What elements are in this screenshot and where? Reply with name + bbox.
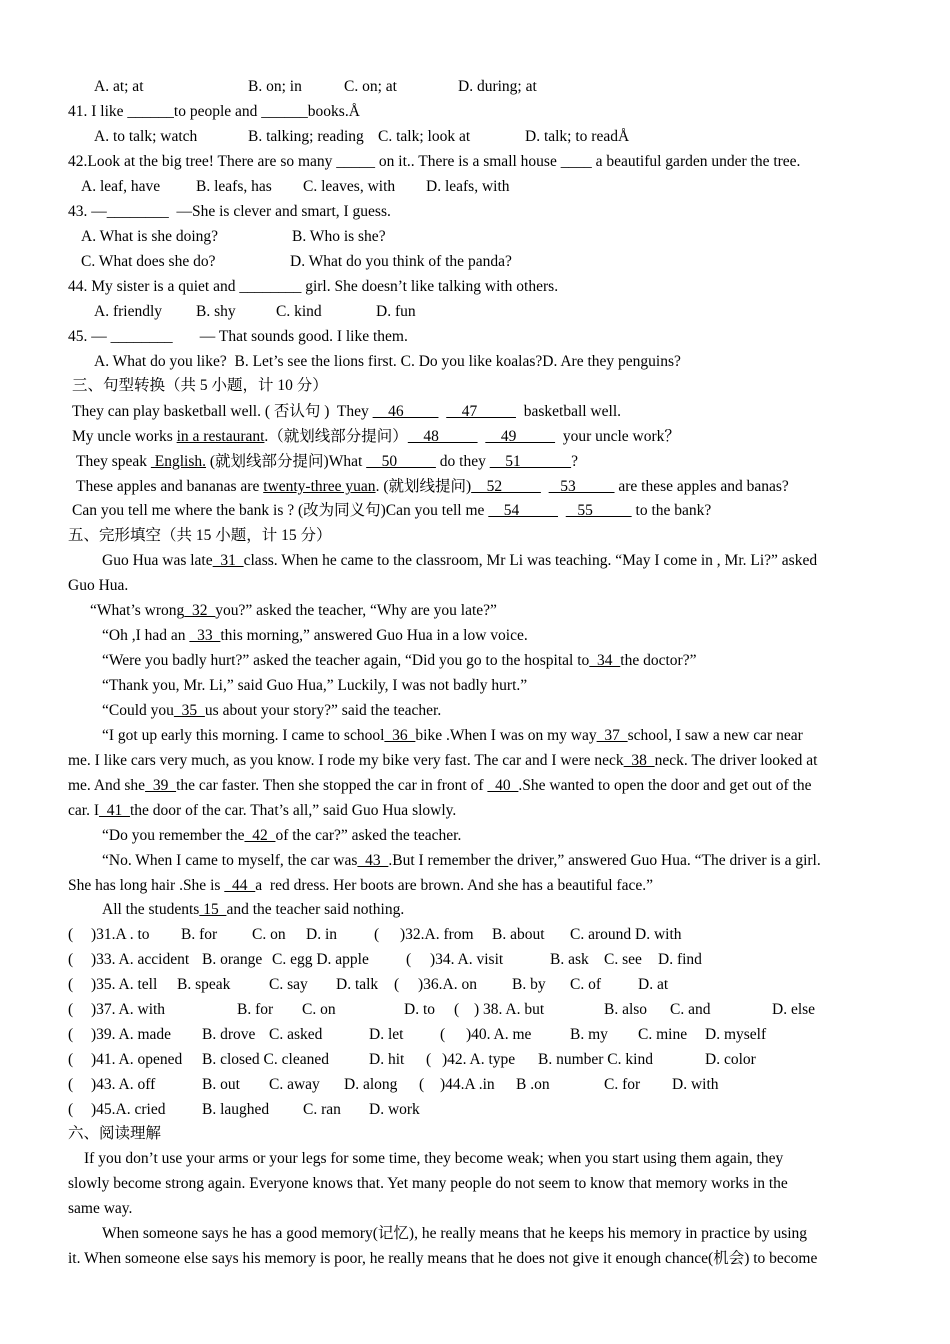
q40-option-c: C. on; at (344, 78, 397, 95)
choice-38-c: C. and (670, 1001, 711, 1018)
blank-40[interactable]: 40 (487, 777, 519, 794)
q42-stem: 42.Look at the big tree! There are so many _____ on it.. There is a small house ____ a beautiful garden under the tree. (68, 153, 801, 170)
blank-38[interactable]: 38 (623, 752, 655, 769)
choice-45-a: )45.A. cried (91, 1101, 166, 1118)
transform-sentence-3 (76, 452, 578, 472)
text: She has long hair .She is (68, 877, 225, 894)
text: the door of the car. That’s all,” said Guo Hua slowly. (129, 802, 457, 819)
answer-paren[interactable]: ( (419, 1076, 425, 1093)
choice-41-bc: B. closed C. cleaned (202, 1051, 329, 1068)
choice-34-a: )34. A. visit (430, 951, 504, 968)
blank-53[interactable]: 53 (548, 478, 615, 495)
choice-33-a: )33. A. accident (91, 951, 190, 968)
text: “Were you badly hurt?” asked the teacher again, “Did you go to the hospital to (102, 652, 590, 669)
text: bike .When I was on my way (415, 727, 597, 744)
q40-option-b: B. on; in (248, 78, 302, 95)
q44-option-b: B. shy (196, 303, 236, 320)
q44-option-d: D. fun (376, 303, 416, 320)
cloze-paragraph-7-line-3 (68, 776, 812, 796)
choice-43-c: C. away (269, 1076, 320, 1093)
answer-paren[interactable]: ( (68, 1101, 74, 1118)
choice-37-b: B. for (237, 1001, 274, 1018)
blank-44[interactable]: 44 (224, 877, 256, 894)
answer-paren[interactable]: ( (394, 976, 400, 993)
q40-option-d: D. during; at (458, 78, 537, 95)
blank-35[interactable]: 35 (173, 702, 205, 719)
blank-32[interactable]: 32 (184, 602, 216, 619)
q41-option-b: B. talking; reading (248, 128, 364, 145)
choice-36-a: )36.A. on (418, 976, 477, 993)
choice-31-d: D. in (306, 926, 337, 943)
text: school, I saw a new car near (627, 727, 803, 744)
blank-45[interactable]: 15 (199, 901, 227, 918)
answer-paren[interactable]: ( (454, 1001, 460, 1018)
cloze-paragraph-9-line-2 (68, 876, 653, 896)
text: “I got up early this morning. I came to school (102, 727, 385, 744)
choice-40-c: C. mine (638, 1026, 688, 1043)
transform-sentence-2 (72, 427, 680, 447)
cloze-paragraph-9-line-1 (102, 851, 821, 871)
blank-55[interactable]: 55 (565, 502, 632, 519)
transform-sentence-5 (72, 501, 711, 521)
choice-34-b: B. ask (550, 951, 589, 968)
q42-option-c: C. leaves, with (303, 178, 396, 195)
text: (就划线部分提问)What (206, 453, 367, 470)
q40-option-a: A. at; at (94, 78, 144, 95)
q43-option-d: D. What do you think of the panda? (290, 253, 512, 270)
answer-paren[interactable]: ( (68, 926, 74, 943)
text: do they (435, 453, 490, 470)
q45-options: A. What do you like? B. Let’s see the lions first. C. Do you like koalas?D. Are they penguins? (94, 353, 681, 370)
choice-39-d: D. let (369, 1026, 404, 1043)
section3-title: 三、句型转换（共 5 小题，计 10 分） (72, 377, 328, 394)
text: They speak (76, 453, 151, 470)
q42-option-b: B. leafs, has (196, 178, 272, 195)
answer-paren[interactable]: ( (68, 1051, 74, 1068)
text: “Do you remember the (102, 827, 245, 844)
choice-32-cd: C. around D. with (570, 926, 682, 943)
underlined-phrase: English. (150, 453, 207, 470)
underlined-phrase: twenty-three yuan (263, 478, 376, 495)
q41-option-d: D. talk; to readÅ (525, 128, 630, 145)
cloze-paragraph-10 (102, 900, 404, 920)
choice-44-d: D. with (672, 1076, 719, 1093)
choice-31-a: )31.A . to (91, 926, 150, 943)
answer-paren[interactable]: ( (68, 951, 74, 968)
choice-38-b: B. also (604, 1001, 648, 1018)
cloze-paragraph-5: “Thank you, Mr. Li,” said Guo Hua,” Luckily, I was not badly hurt.” (102, 677, 528, 694)
text: .She wanted to open the door and get out of the (518, 777, 812, 794)
choice-35-d: D. talk (336, 976, 379, 993)
text: “No. When I came to myself, the car was (102, 852, 358, 869)
text: class. When he came to the classroom, Mr Li was teaching. “May I come in , Mr. Li?” asked (243, 552, 818, 569)
q41-stem: 41. I like ______to people and ______books.Å (68, 103, 360, 120)
text: and the teacher said nothing. (226, 901, 405, 918)
text: neck. The driver looked at (654, 752, 818, 769)
choice-42-d: D. color (705, 1051, 756, 1068)
text (541, 478, 549, 495)
text: “Could you (102, 702, 174, 719)
cloze-paragraph-4 (102, 651, 696, 671)
answer-paren[interactable]: ( (68, 1076, 74, 1093)
text: car. I (68, 802, 99, 819)
choice-45-c: C. ran (303, 1101, 341, 1118)
reading-line-4: When someone says he has a good memory(记忆), he really means that he keeps his memory in practice by using (102, 1225, 808, 1242)
choice-45-b: B. laughed (202, 1101, 270, 1118)
text: the doctor?” (620, 652, 697, 669)
reading-line-2: slowly become strong again. Everyone knows that. Yet many people do not seem to know that memory works in the (68, 1175, 788, 1192)
q44-option-c: C. kind (276, 303, 322, 320)
cloze-paragraph-8 (102, 826, 461, 846)
cloze-paragraph-7-line-1 (102, 726, 803, 746)
choice-41-d: D. hit (369, 1051, 405, 1068)
choice-31-b: B. for (181, 926, 218, 943)
text: .But I remember the driver,” answered Guo Hua. “The driver is a girl. (388, 852, 821, 869)
q43-option-a: A. What is she doing? (81, 228, 219, 245)
answer-paren[interactable]: ( (68, 976, 74, 993)
blank-41[interactable]: 41 (98, 802, 130, 819)
text: us about your story?” said the teacher. (204, 702, 442, 719)
q43-option-b: B. Who is she? (292, 228, 386, 245)
text: a red dress. Her boots are brown. And she has a beautiful face.” (255, 877, 653, 894)
section5-title: 五、完形填空（共 15 小题，计 15 分） (68, 527, 332, 544)
q45-stem: 45. — ________ — That sounds good. I like them. (68, 328, 408, 345)
choice-43-d: D. along (344, 1076, 398, 1093)
q41-option-a: A. to talk; watch (94, 128, 198, 145)
choice-38-d: D. else (772, 1001, 816, 1018)
answer-paren[interactable]: ( (406, 951, 412, 968)
text: this morning,” answered Guo Hua in a low voice. (220, 627, 528, 644)
text: “What’s wrong (90, 602, 185, 619)
answer-paren[interactable]: ( (374, 926, 380, 943)
blank-43[interactable]: 43 (357, 852, 389, 869)
choice-35-b: B. speak (177, 976, 231, 993)
choice-32-b: B. about (492, 926, 545, 943)
reading-line-1: If you don’t use your arms or your legs for some time, they become weak; when you start using them again, they (84, 1150, 784, 1167)
blank-33[interactable]: 33 (189, 627, 221, 644)
choice-35-c: C. say (269, 976, 308, 993)
cloze-paragraph-7-line-2 (68, 751, 817, 771)
choice-34-d: D. find (658, 951, 702, 968)
q43-stem: 43. —________ —She is clever and smart, I guess. (68, 203, 391, 220)
choice-32-a: )32.A. from (400, 926, 474, 943)
choice-42-bc: B. number C. kind (538, 1051, 653, 1068)
choice-37-d: D. to (404, 1001, 435, 1018)
cloze-paragraph-2 (90, 601, 497, 621)
choice-44-a: )44.A .in (440, 1076, 495, 1093)
choice-34-c: C. see (604, 951, 642, 968)
cloze-paragraph-1-line-1 (102, 551, 817, 571)
choice-37-a: )37. A. with (91, 1001, 166, 1018)
text: to the bank? (631, 502, 712, 519)
q42-option-d: D. leafs, with (426, 178, 510, 195)
choice-41-a: )41. A. opened (91, 1051, 183, 1068)
text: My uncle works (72, 428, 177, 445)
q42-option-a: A. leaf, have (81, 178, 161, 195)
q44-option-a: A. friendly (94, 303, 163, 320)
section6-title: 六、阅读理解 (68, 1125, 162, 1142)
q41-option-c: C. talk; look at (378, 128, 471, 145)
blank-37[interactable]: 37 (596, 727, 628, 744)
text: basketball well. (515, 403, 621, 420)
choice-39-b: B. drove (202, 1026, 256, 1043)
blank-49[interactable]: 49 (485, 428, 556, 445)
blank-39[interactable]: 39 (145, 777, 177, 794)
choice-35-a: )35. A. tell (91, 976, 158, 993)
blank-48[interactable]: 48 (407, 428, 478, 445)
q44-stem: 44. My sister is a quiet and ________ girl. She doesn’t like talking with others. (68, 278, 559, 295)
choice-43-b: B. out (202, 1076, 240, 1093)
text: you?” asked the teacher, “Why are you late?” (215, 602, 497, 619)
choice-45-d: D. work (369, 1101, 420, 1118)
choice-44-c: C. for (604, 1076, 641, 1093)
text: These apples and bananas are (76, 478, 264, 495)
text: me. I like cars very much, as you know. I rode my bike very fast. The car and I were neck (68, 752, 624, 769)
cloze-paragraph-3 (102, 626, 528, 646)
blank-52[interactable]: 52 (471, 478, 541, 495)
text: . (就划线提问) (375, 478, 472, 495)
choice-33-b: B. orange (202, 951, 263, 968)
choice-40-a: )40. A. me (466, 1026, 532, 1043)
text: “Oh ,I had an (102, 627, 190, 644)
choice-40-d: D. myself (705, 1026, 767, 1043)
reading-line-3: same way. (68, 1200, 133, 1217)
reading-line-5: it. When someone else says his memory is poor, he really means that he does not give it enough chance(机会) to become (68, 1250, 818, 1267)
text: me. And she (68, 777, 146, 794)
blank-34[interactable]: 34 (589, 652, 621, 669)
answer-paren[interactable]: ( (426, 1051, 432, 1068)
text: They can play basketball well. ( 否认句 ) They (72, 403, 373, 420)
choice-31-c: C. on (252, 926, 286, 943)
blank-42[interactable]: 42 (244, 827, 276, 844)
cloze-paragraph-6 (102, 701, 441, 721)
answer-paren[interactable]: ( (68, 1001, 74, 1018)
blank-46[interactable]: 46 (372, 403, 439, 420)
text: of the car?” asked the teacher. (275, 827, 462, 844)
text: All the students (102, 901, 200, 918)
text: the car faster. Then she stopped the car in front of (176, 777, 488, 794)
choice-40-b: B. my (570, 1026, 608, 1043)
choice-39-c: C. asked (269, 1026, 323, 1043)
cloze-paragraph-1-line-2: Guo Hua. (68, 577, 129, 594)
answer-paren[interactable]: ( (68, 1026, 74, 1043)
cloze-paragraph-7-line-4 (68, 801, 456, 821)
blank-47[interactable]: 47 (446, 403, 516, 420)
blank-36[interactable]: 36 (384, 727, 416, 744)
choice-39-a: )39. A. made (91, 1026, 172, 1043)
text: are these apples and banas? (614, 478, 789, 495)
blank-51[interactable]: 51 (489, 453, 572, 470)
choice-36-c: C. of (570, 976, 601, 993)
answer-paren[interactable]: ( (440, 1026, 446, 1043)
blank-54[interactable]: 54 (488, 502, 559, 519)
text: ? (571, 453, 578, 470)
choice-36-b: B. by (512, 976, 546, 993)
text (558, 502, 566, 519)
choice-37-c: C. on (302, 1001, 336, 1018)
blank-31[interactable]: 31 (212, 552, 244, 569)
text: .（就划线部分提问） (264, 428, 408, 445)
transform-sentence-1 (72, 402, 621, 422)
choice-36-d: D. at (638, 976, 669, 993)
underlined-phrase: in a restaurant (176, 428, 265, 445)
choice-33-cd: C. egg D. apple (272, 951, 369, 968)
choice-38-a: ) 38. A. but (474, 1001, 545, 1018)
text: Can you tell me where the bank is ? (改为同义句)Can you tell me (72, 502, 489, 519)
text: Guo Hua was late (102, 552, 213, 569)
choice-43-a: )43. A. off (91, 1076, 156, 1093)
q43-option-c: C. What does she do? (81, 253, 216, 270)
text: your uncle work？ (555, 428, 680, 445)
choice-42-a: )42. A. type (442, 1051, 516, 1068)
choice-44-b: B .on (516, 1076, 550, 1093)
transform-sentence-4 (76, 477, 789, 497)
blank-50[interactable]: 50 (366, 453, 436, 470)
